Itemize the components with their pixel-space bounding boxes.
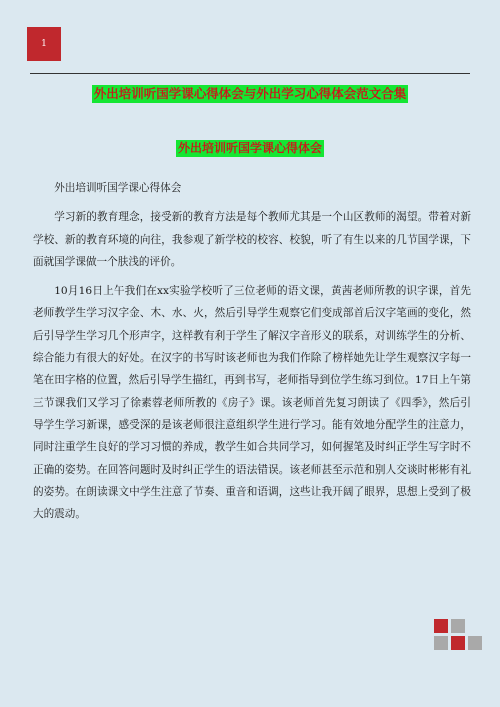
deco-square xyxy=(468,636,482,650)
page-number-badge xyxy=(27,27,61,61)
page-number: 1 xyxy=(41,39,47,49)
document-title: 外出培训听国学课心得体会与外出学习心得体会范文合集 xyxy=(93,86,407,101)
deco-square xyxy=(434,619,448,633)
paragraph: 学习新的教育理念，接受新的教育方法是每个教师尤其是一个山区教师的渴望。带着对新学校、新的教育环境的向往，我参观了新学校的校容、校貌，听了有生以来的几节国学课，下面就国学课做一个肤浅的评价。 xyxy=(33,211,471,268)
paragraph-heading: 外出培训听国学课心得体会 xyxy=(54,182,182,194)
document-body xyxy=(33,177,471,525)
section-title-row xyxy=(0,137,500,157)
deco-square xyxy=(451,636,465,650)
deco-square xyxy=(434,636,448,650)
deco-square xyxy=(451,619,465,633)
deco-square xyxy=(468,619,482,633)
paragraph: 10月16日上午我们在xx实验学校听了三位老师的语文课，黄茜老师所教的识字课，首先老师教学生学习汉字金、木、水、火，然后引导学生观察它们变成部首后汉字笔画的变化，然后引导学生学习几个形声字，这样教有利于学生了解汉字音形义的联系，对训练学生的分析、综合能力有很大的好处。在汉字的书写时该老师也为我们作除了榜样她先让学生观察汉字每一笔在田字格的位置，然后引导学生描红，再到书写，老师指导到位学生练习到位。17日上午第三节课我们又学习了徐素蓉老师所教的《房子》课。该老师首先复习朗读了《四季》，然后引导学生学习新课，感受深的是该老师很注意组织学生进行学习。能有效地分配学生的注意力，同时注重学生良好的学习习惯的养成，教学生如合共同学习，如何握笔及时纠正学生写字时不正确的姿势。在回答问题时及时纠正学生的语法错误。该老师甚至示范和别人交谈时彬彬有礼的姿势。在朗读课文中学生注意了节奏、重音和语调，这些让我开阔了眼界，思想上受到了极大的震动。 xyxy=(33,285,471,521)
header-divider xyxy=(30,73,470,74)
decorative-squares xyxy=(434,619,482,650)
section-title: 外出培训听国学课心得体会 xyxy=(177,141,322,155)
document-title-row xyxy=(0,83,500,103)
